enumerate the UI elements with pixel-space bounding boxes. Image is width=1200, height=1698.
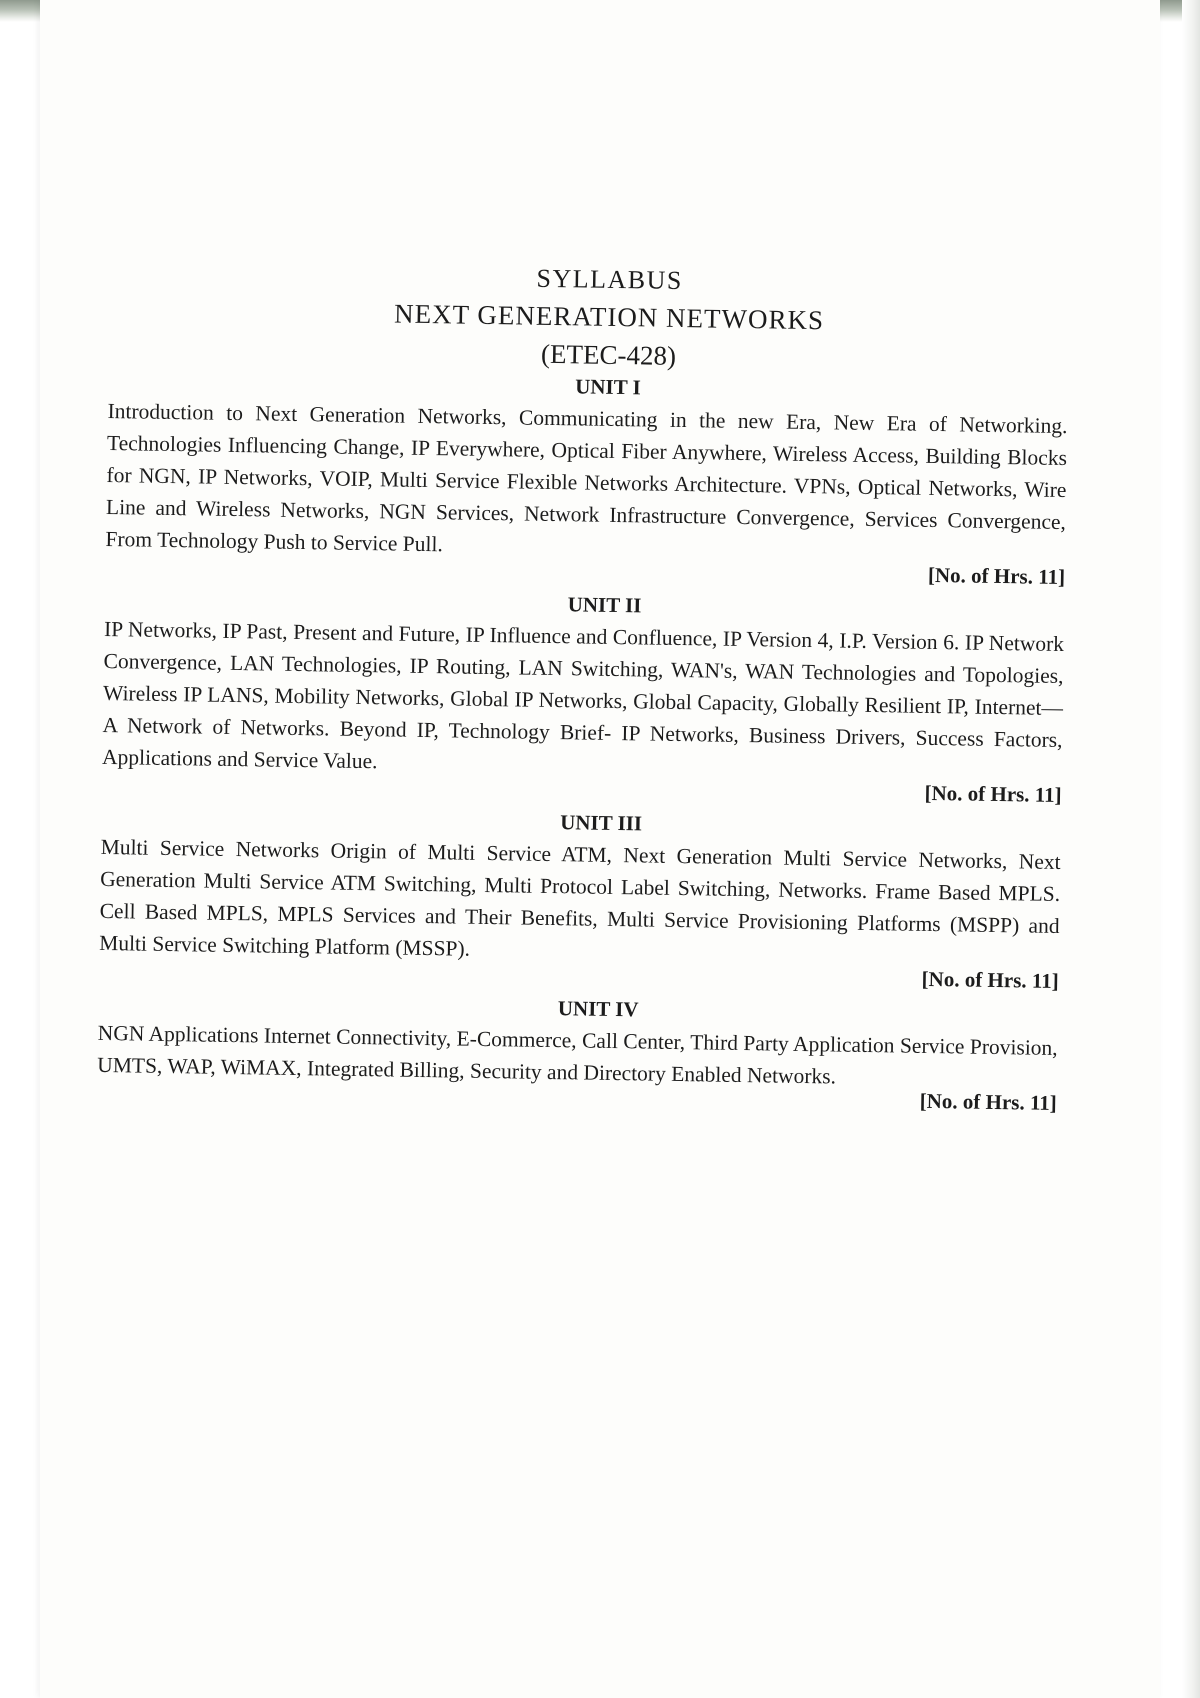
document-title: SYLLABUS [536,263,684,295]
unit-hours: [No. of Hrs. 11] [921,966,1059,993]
unit-heading: UNIT III [560,810,643,836]
course-code: (ETEC-428) [540,338,677,371]
unit-heading: UNIT I [575,374,641,400]
scan-right-edge [1182,0,1200,1698]
document-page [40,0,1160,1698]
unit-description: IP Networks, IP Past, Present and Future, IP Influence and Confluence, IP Version 4, I.P. Version 6. IP Network Convergence, LAN Technologies, IP Routing, LAN Switching, WAN's, WAN Technologies and Topologies, Wireless IP LANS, Mobility Networks, Global IP Networks, Global Capacity, Globally Resilient IP, Internet—A Network of Networks. Beyond IP, Technology Brief- IP Networks, Business Drivers, Success Factors, Applications and Service Value. [101,616,1065,774]
unit-section [102,583,1065,808]
unit-hours: [No. of Hrs. 11] [927,562,1066,590]
unit-description: NGN Applications Internet Connectivity, E-Commerce, Call Center, Third Party Application Service Provision, UMTS, WAP, WiMAX, Integrated Billing, Security and Directory Enabled Networks. [97,1020,1058,1089]
syllabus-header [148,256,1070,380]
unit-description: Introduction to Next Generation Networks, Communicating in the new Era, New Era of Networking. Technologies Influencing Change, IP Everywhere, Optical Fiber Anywhere, Wireless Access, Building Blocks for NGN, IP Networks, VOIP, Multi Service Flexible Networks Architecture. VPNs, Optical Networks, Wire Line and Wireless Networks, NGN Services, Network Infrastructure Convergence, Services Convergence, From Technology Push to Service Pull. [105,398,1068,557]
syllabus-content [97,255,1070,1124]
course-name: NEXT GENERATION NETWORKS [393,298,825,336]
unit-hours: [No. of Hrs. 11] [919,1088,1057,1115]
unit-section [99,801,1062,994]
unit-description: Multi Service Networks Origin of Multi Service ATM, Next Generation Multi Service Networks, Next Generation Multi Service ATM Switching, Multi Protocol Label Switching, Networks. Frame Based MPLS. Cell Based MPLS, MPLS Services and Their Benefits, Multi Service Provisioning Platforms (MSPP) and Multi Service Switching Platform (MSSP). [99,834,1061,961]
unit-hours: [No. of Hrs. 11] [924,780,1062,808]
unit-section [105,365,1068,590]
unit-heading: UNIT IV [557,996,639,1022]
unit-heading: UNIT II [567,592,642,618]
unit-section [97,987,1059,1116]
